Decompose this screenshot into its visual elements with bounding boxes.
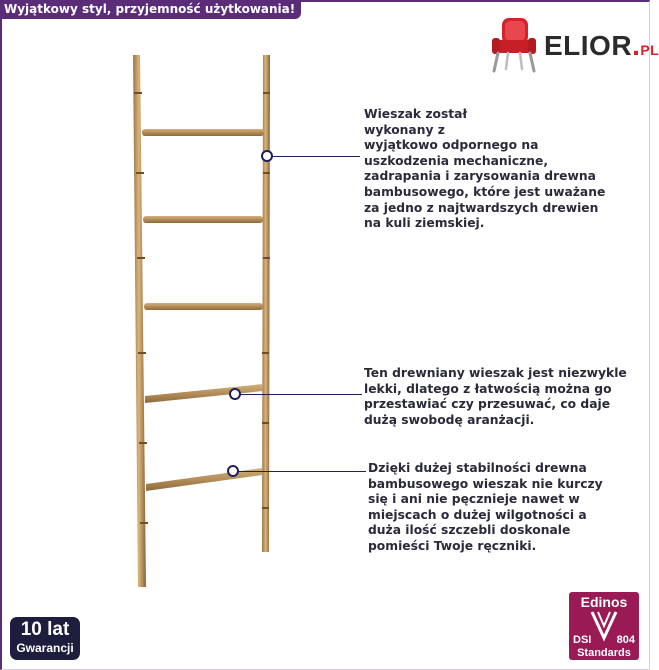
edinos-code: 804 [616, 634, 635, 646]
warranty-label: Gwarancji [16, 641, 74, 655]
bamboo-ladder-image [128, 52, 278, 592]
chair-icon [486, 16, 542, 74]
callout-3-line: się i ani nie pęcznieje nawet w [368, 492, 580, 507]
callout-text-2 [364, 366, 627, 428]
callout-3-line: Dzięki dużej stabilności drewna [368, 461, 587, 475]
header-tagline: Wyjątkowy styl, przyjemność użytkowania! [0, 0, 301, 19]
logo-domain: PL [640, 42, 659, 58]
edinos-standards: Standards [577, 647, 631, 659]
logo-wordmark [544, 30, 659, 62]
warranty-badge [10, 617, 80, 660]
callout-marker-2 [229, 388, 241, 400]
logo-brand: ELIOR [544, 30, 633, 61]
callout-1-line: bambusowego, które jest uważane [364, 184, 606, 199]
callout-1-line: uszkodzenia mechaniczne, [364, 153, 549, 168]
callout-marker-3 [227, 465, 239, 477]
callout-1-line: wykonany z [364, 122, 445, 137]
callout-3-line: duża ilość szczebli doskonale [368, 523, 571, 538]
callout-1-line: za jedno z najtwardszych drewien [364, 200, 599, 215]
elior-logo[interactable] [486, 16, 659, 74]
callout-line-2 [240, 394, 362, 395]
callout-3-line: pomieści Twoje ręczniki. [368, 538, 537, 553]
warranty-years: 10 lat [20, 619, 70, 640]
callout-2-line: przestawiać czy przesuwać, co daje [364, 397, 611, 412]
callout-2-line: dużą swobodę aranżacji. [364, 412, 535, 427]
callout-1-line: Wieszak został [364, 107, 468, 121]
edinos-emblem-icon [588, 610, 620, 640]
callout-text-1 [364, 107, 605, 232]
callout-line-3 [238, 471, 366, 472]
callout-3-line: bambusowego wieszak nie kurczy [368, 476, 603, 491]
edinos-name: Edinos [580, 594, 628, 610]
edinos-dsi: DSI [573, 634, 592, 646]
callout-3-line: miejscach o dużej wilgotności a [368, 507, 587, 522]
callout-2-line: lekki, dlatego z łatwością można go [364, 381, 612, 396]
logo-dot: . [632, 30, 641, 61]
callout-1-line: wyjątkowo odpornego na [364, 138, 539, 153]
callout-marker-1 [261, 150, 273, 162]
callout-line-1 [272, 156, 360, 157]
callout-text-3 [368, 461, 603, 555]
callout-1-line: zadrapania i zarysowania drewna [364, 169, 596, 184]
callout-2-line: Ten drewniany wieszak jest niezwykle [364, 366, 627, 380]
edinos-standards-badge [569, 592, 639, 660]
callout-1-line: na kuli ziemskiej. [364, 216, 485, 231]
